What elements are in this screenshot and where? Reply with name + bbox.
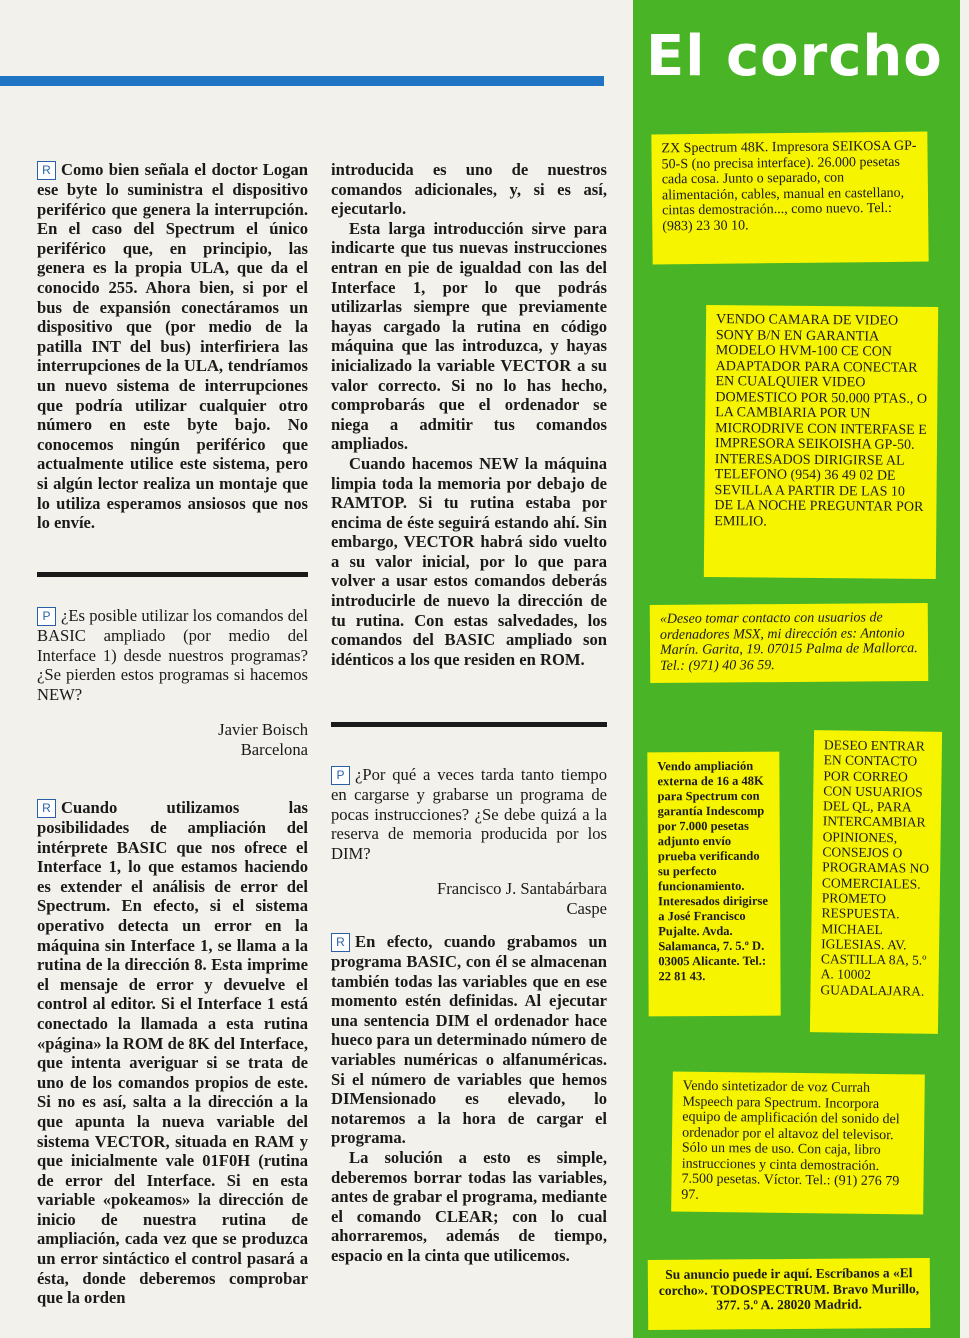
answer-3-paragraph-2: La solución a esto es simple, deberemos borrar todas las variables, antes de grabar el programa, mediante el comando CLEAR; con lo cual ahorraremos, además de tiempo, espacio en la cinta que utilicemos. <box>331 1147 607 1265</box>
answer-1: R Como bien señala el doctor Logan ese byte lo suministra el dispositivo periférico que genera la interrupción. En el caso del Spectrum el único periférico que, en principio, las genera es la propia ULA, que da el conocido 255. Ahora bien, si por el bus de expansión conectáramos un dispositivo que (por medio de la patilla INT del bus) interfiriera las interrupciones de la ULA, tendríamos un nuevo sistema de interrupciones que podría utilizar cualquier otro número en este byte bajo. No conocemos ningún periférico que actualmente utilice este sistema, pero si algún lector realiza un montaje que lo utiliza esperamos ansiosos que nos lo envíe. <box>37 160 308 533</box>
divider-rule <box>331 722 607 727</box>
top-accent-bar <box>0 76 604 86</box>
divider-rule <box>37 572 308 577</box>
answer-marker-icon: R <box>37 161 56 180</box>
answer-3-block <box>331 932 607 1266</box>
question-2-city: Barcelona <box>240 740 308 760</box>
middle-column <box>331 160 607 669</box>
sidebar-title: El corcho <box>646 24 943 89</box>
classified-ad-6: Vendo sintetizador de voz Currah Mspeech para Spectrum. Incorpora equipo de amplificación del sonido del ordenador por el altavoz del televisor. Sólo un mes de uso. Con caja, libro instrucciones y cinta demostración. 7.500 pesetas. Víctor. Tel.: (91) 276 79 97. <box>671 1071 925 1214</box>
question-2-block <box>37 606 308 760</box>
classified-ad-2: VENDO CAMARA DE VIDEO SONY B/N EN GARANTIA MODELO HVM-100 CE CON ADAPTADOR PARA CONECTAR EN CUALQUIER VIDEO DOMESTICO POR 50.000 PTAS., O LA CAMBIARIA POR UN MICRODRIVE CON INTERFASE E IMPRESORA SEIKOISHA GP-50. INTERESADOS DIRIGIRSE AL TELEFONO (954) 36 49 02 DE SEVILLA A PARTIR DE LAS 10 DE LA NOCHE PREGUNTAR POR EMILIO. <box>704 305 938 579</box>
middle-paragraph-3: Cuando hacemos NEW la máquina limpia toda la memoria por debajo de RAMTOP. Si tu rutina estaba por encima de éste seguirá estando ahí. Sin embargo, VECTOR habrá sido vuelto a su valor inicial, por lo que para volver a usar estos comandos deberás introducirle de nuevo la dirección de tu rutina. Con estas salvedades, los comandos del BASIC ampliado son idénticos a los que residen en ROM. <box>331 453 607 669</box>
question-2: P ¿Es posible utilizar los comandos del BASIC ampliado (por medio del Interface 1) desde nuestros programas? ¿Se pierden estos programas si hacemos NEW? <box>37 606 308 704</box>
classified-ad-1: ZX Spectrum 48K. Impresora SEIKOSA GP-50-S (no precisa interface). 26.000 pesetas cada cosa. Junto o separado, con alimentación, cables, manual en castellano, cintas demostración..., como nuevo. Tel.: (983) 23 30 10. <box>651 132 928 265</box>
question-marker-icon: P <box>331 766 350 785</box>
answer-3: R En efecto, cuando grabamos un programa BASIC, con él se almacenan también todas las variables que en ese momento estén definidas. Al ejecutar una sentencia DIM el ordenador hace hueco para un determinado número de variables numéricas o alfanuméricas. Si el número de variables que hemos DIMensionado es elevado, lo notaremos a la hora de cargar el programa. <box>331 932 607 1148</box>
middle-paragraph-2: Esta larga introducción sirve para indicarte que tus nuevas instrucciones entran en pie de igualdad con las del Interface 1, por lo que podrás utilizarlas siempre que previamente hayas cargado la rutina en código máquina que las introduzca, y hayas inicializado la variable VECTOR a su valor correcto. Si no lo has hecho, comprobarás que el ordenador se niega a admitir tus comandos ampliados. <box>331 218 607 454</box>
answer-marker-icon: R <box>331 933 350 952</box>
classified-ad-4: Vendo ampliación externa de 16 a 48K para Spectrum con garantía Indescomp por 7.000 pesetas adjunto envío prueba verificando su perfecto funcionamiento. Interesados dirigirse a José Francisco Pujalte. Avda. Salamanca, 7. 5.º D. 03005 Alicante. Tel.: 22 81 43. <box>647 752 780 1017</box>
classified-ad-7: Su anuncio puede ir aquí. Escríbanos a «El corcho». TODOSPECTRUM. Bravo Murillo, 377. 5.º A. 28020 Madrid. <box>648 1258 930 1330</box>
question-3-block <box>331 765 607 919</box>
classified-ad-5: DESEO ENTRAR EN CONTACTO POR CORREO CON USUARIOS DEL QL, PARA INTERCAMBIAR OPINIONES, CONSEJOS O PROGRAMAS NO COMERCIALES. PROMETO RESPUESTA. MICHAEL IGLESIAS. AV. CASTILLA 8A, 5.º A. 10002 GUADALAJARA. <box>810 730 942 1034</box>
left-column <box>37 160 308 533</box>
question-marker-icon: P <box>37 607 56 626</box>
classified-ad-3: «Deseo tomar contacto con usuarios de ordenadores MSX, mi dirección es: Antonio Marín. Garita, 19. 07015 Palma de Mallorca. Tel.: (971) 40 36 59. <box>650 603 929 683</box>
question-3-city: Caspe <box>566 899 607 919</box>
answer-marker-icon: R <box>37 799 56 818</box>
answer-2: R Cuando utilizamos las posibilidades de ampliación del intérprete BASIC que nos ofrece el Interface 1, lo que estamos haciendo es extender el análisis de error del Spectrum. En efecto, si el sistema operativo detecta un error en la máquina sin Interface 1, se llama a la rutina de la dirección 8. Esta imprime el mensaje de error y devuelve el control al editor. Si el Interface 1 está conectado la llamada a esta rutina «página» la ROM de 8K del Interface, que intenta averiguar si se trata de uno de los comandos propios de este. Si no es así, salta a la dirección a la que apunta la nueva variable del sistema VECTOR, situada en RAM y que inicialmente vale 01F0H (rutina de error del Interface. Si en esta variable «pokeamos» la dirección de inicio de nuestra rutina de ampliación, cada vez que se produzca un error sintáctico el control pasará a ésta, donde deberemos comprobar que la orden <box>37 798 308 1308</box>
question-3: P ¿Por qué a veces tarda tanto tiempo en cargarse y grabarse un programa de pocas instrucciones? ¿Se debe quizá a la reserva de memoria producida por los DIM? <box>331 765 607 863</box>
question-3-author: Francisco J. Santabárbara <box>436 879 607 899</box>
answer-2-block <box>37 798 308 1308</box>
middle-continuation: introducida es uno de nuestros comandos adicionales, y, si es así, ejecutarlo. <box>331 160 607 219</box>
question-2-author: Javier Boisch <box>218 720 308 740</box>
